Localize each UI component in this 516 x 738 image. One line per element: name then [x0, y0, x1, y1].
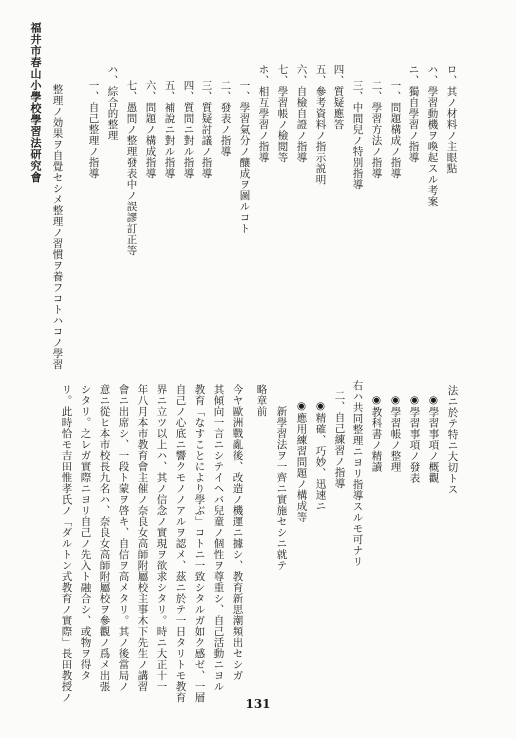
upper-line: ハ、學習動機ヲ喚起スル考案 — [426, 64, 439, 207]
lower-line: 法ニ於テ特ニ大切トス — [446, 385, 459, 495]
upper-line: 七、愚問ノ整理發表中ノ誤謬訂正等 — [125, 80, 138, 256]
upper-line: 四、質問ニ對ル指導 — [182, 80, 195, 179]
upper-line: 五、參考資料ノ指示説明 — [314, 64, 327, 185]
upper-line: 四、質疑應答 — [332, 64, 345, 130]
lower-line: ◉應用練習問題ノ構成等 — [295, 400, 308, 523]
lower-line: 自己ノ心底ニ響クモノノアルヲ認メ、茲ニ於テ一日タリトモ教育 — [174, 384, 187, 703]
lower-line: リ。此時恰モ吉田惟孝氏ノ「ダルトン式教育ノ實際」長田教授ノ — [60, 384, 73, 703]
lower-line: シタリ。之レガ實際ニヨリ自己ノ先入ト融合シ、或物ヲ得タ — [79, 384, 92, 681]
upper-line: 一、學習氣分ノ釀成ヲ圖ルコト — [238, 80, 251, 234]
lower-line: 界ニ立ツ以上ハ、其ノ信念ノ實現ヲ欲求シタリ。時ニ大正十一 — [155, 384, 168, 692]
lower-line: ◉教科書ノ精讀 — [370, 394, 383, 473]
page-number: 131 — [245, 697, 271, 711]
lower-line: ◉學習事項ノ概觀 — [427, 394, 440, 484]
upper-line: 三、質疑討議ノ指導 — [200, 80, 213, 179]
lower-line: 二、自己練習ノ指導 — [333, 390, 346, 489]
upper-line: 六、問題ノ構成指導 — [144, 80, 157, 179]
upper-line: ホ、相互學習ノ指導 — [257, 64, 270, 163]
lower-line: 會ニ出席シ、一段ト蒙ヲ啓キ、自信ヲ高メタリ。其ノ後當局ノ — [117, 384, 130, 692]
upper-line: 五、補說ニ對ル指導 — [163, 80, 176, 179]
lower-line: 教育「なすことにより學ぶ」コトニ一致シタルガ如ク感ゼ、一層 — [193, 384, 206, 703]
lower-line: 新學習法ヲ一齊ニ實施セシニ就テ — [275, 406, 288, 571]
upper-line: 二、發表ノ指導 — [219, 80, 232, 157]
lower-line: ◉學習帳ノ整理 — [389, 394, 402, 473]
lower-line: ◉學習事項ノ發表 — [408, 394, 421, 484]
upper-line: ハ、綜合的整理 — [106, 64, 119, 141]
lower-line: 略章前 — [255, 384, 268, 417]
upper-line: 一、自己整理ノ指導 — [87, 80, 100, 179]
lower-line: 右ハ共同整理ニヨリ指導スルモ可ナリ — [351, 380, 364, 567]
lower-line: 意ニ從ヒ本市校長九名ハ、奈良女高師附屬校ヲ參觀ノ爲メ出張 — [98, 384, 111, 692]
upper-line: 一、問題構成ノ指導 — [389, 80, 402, 179]
lower-line: 年八月本市教育會主催ノ奈良女高師附屬校主事木下先生ノ講習 — [136, 384, 149, 692]
upper-line: ニ、獨自學習ノ指導 — [407, 64, 420, 163]
lower-line: 今ヤ歐洲戰亂後、改造ノ機運ニ據シ、教育新思潮頻出セシガ — [231, 384, 244, 681]
upper-line: 整理ノ効果ヲ自覺セシメ整理ノ習慣ヲ養フコトハコノ學習 — [51, 84, 64, 370]
upper-line: 七、學習帳ノ檢閲等 — [276, 64, 289, 163]
lower-line: ◉精確、巧妙、迅速ニ — [314, 400, 327, 512]
lower-line: 其傾向一言ニシテイヘバ兒童ノ個性ヲ尊重シ、自己活動ニヨル — [212, 384, 225, 692]
upper-line: 二、學習方法ノ指導 — [370, 80, 383, 179]
upper-line: ロ、其ノ材料ノ主眼點 — [445, 64, 458, 174]
running-header: 福井市春山小學校學習法研究會 — [29, 22, 42, 183]
upper-line: 三、中間兒ノ特別指導 — [351, 80, 364, 190]
upper-line: 六、自檢自證ノ指導 — [295, 64, 308, 163]
